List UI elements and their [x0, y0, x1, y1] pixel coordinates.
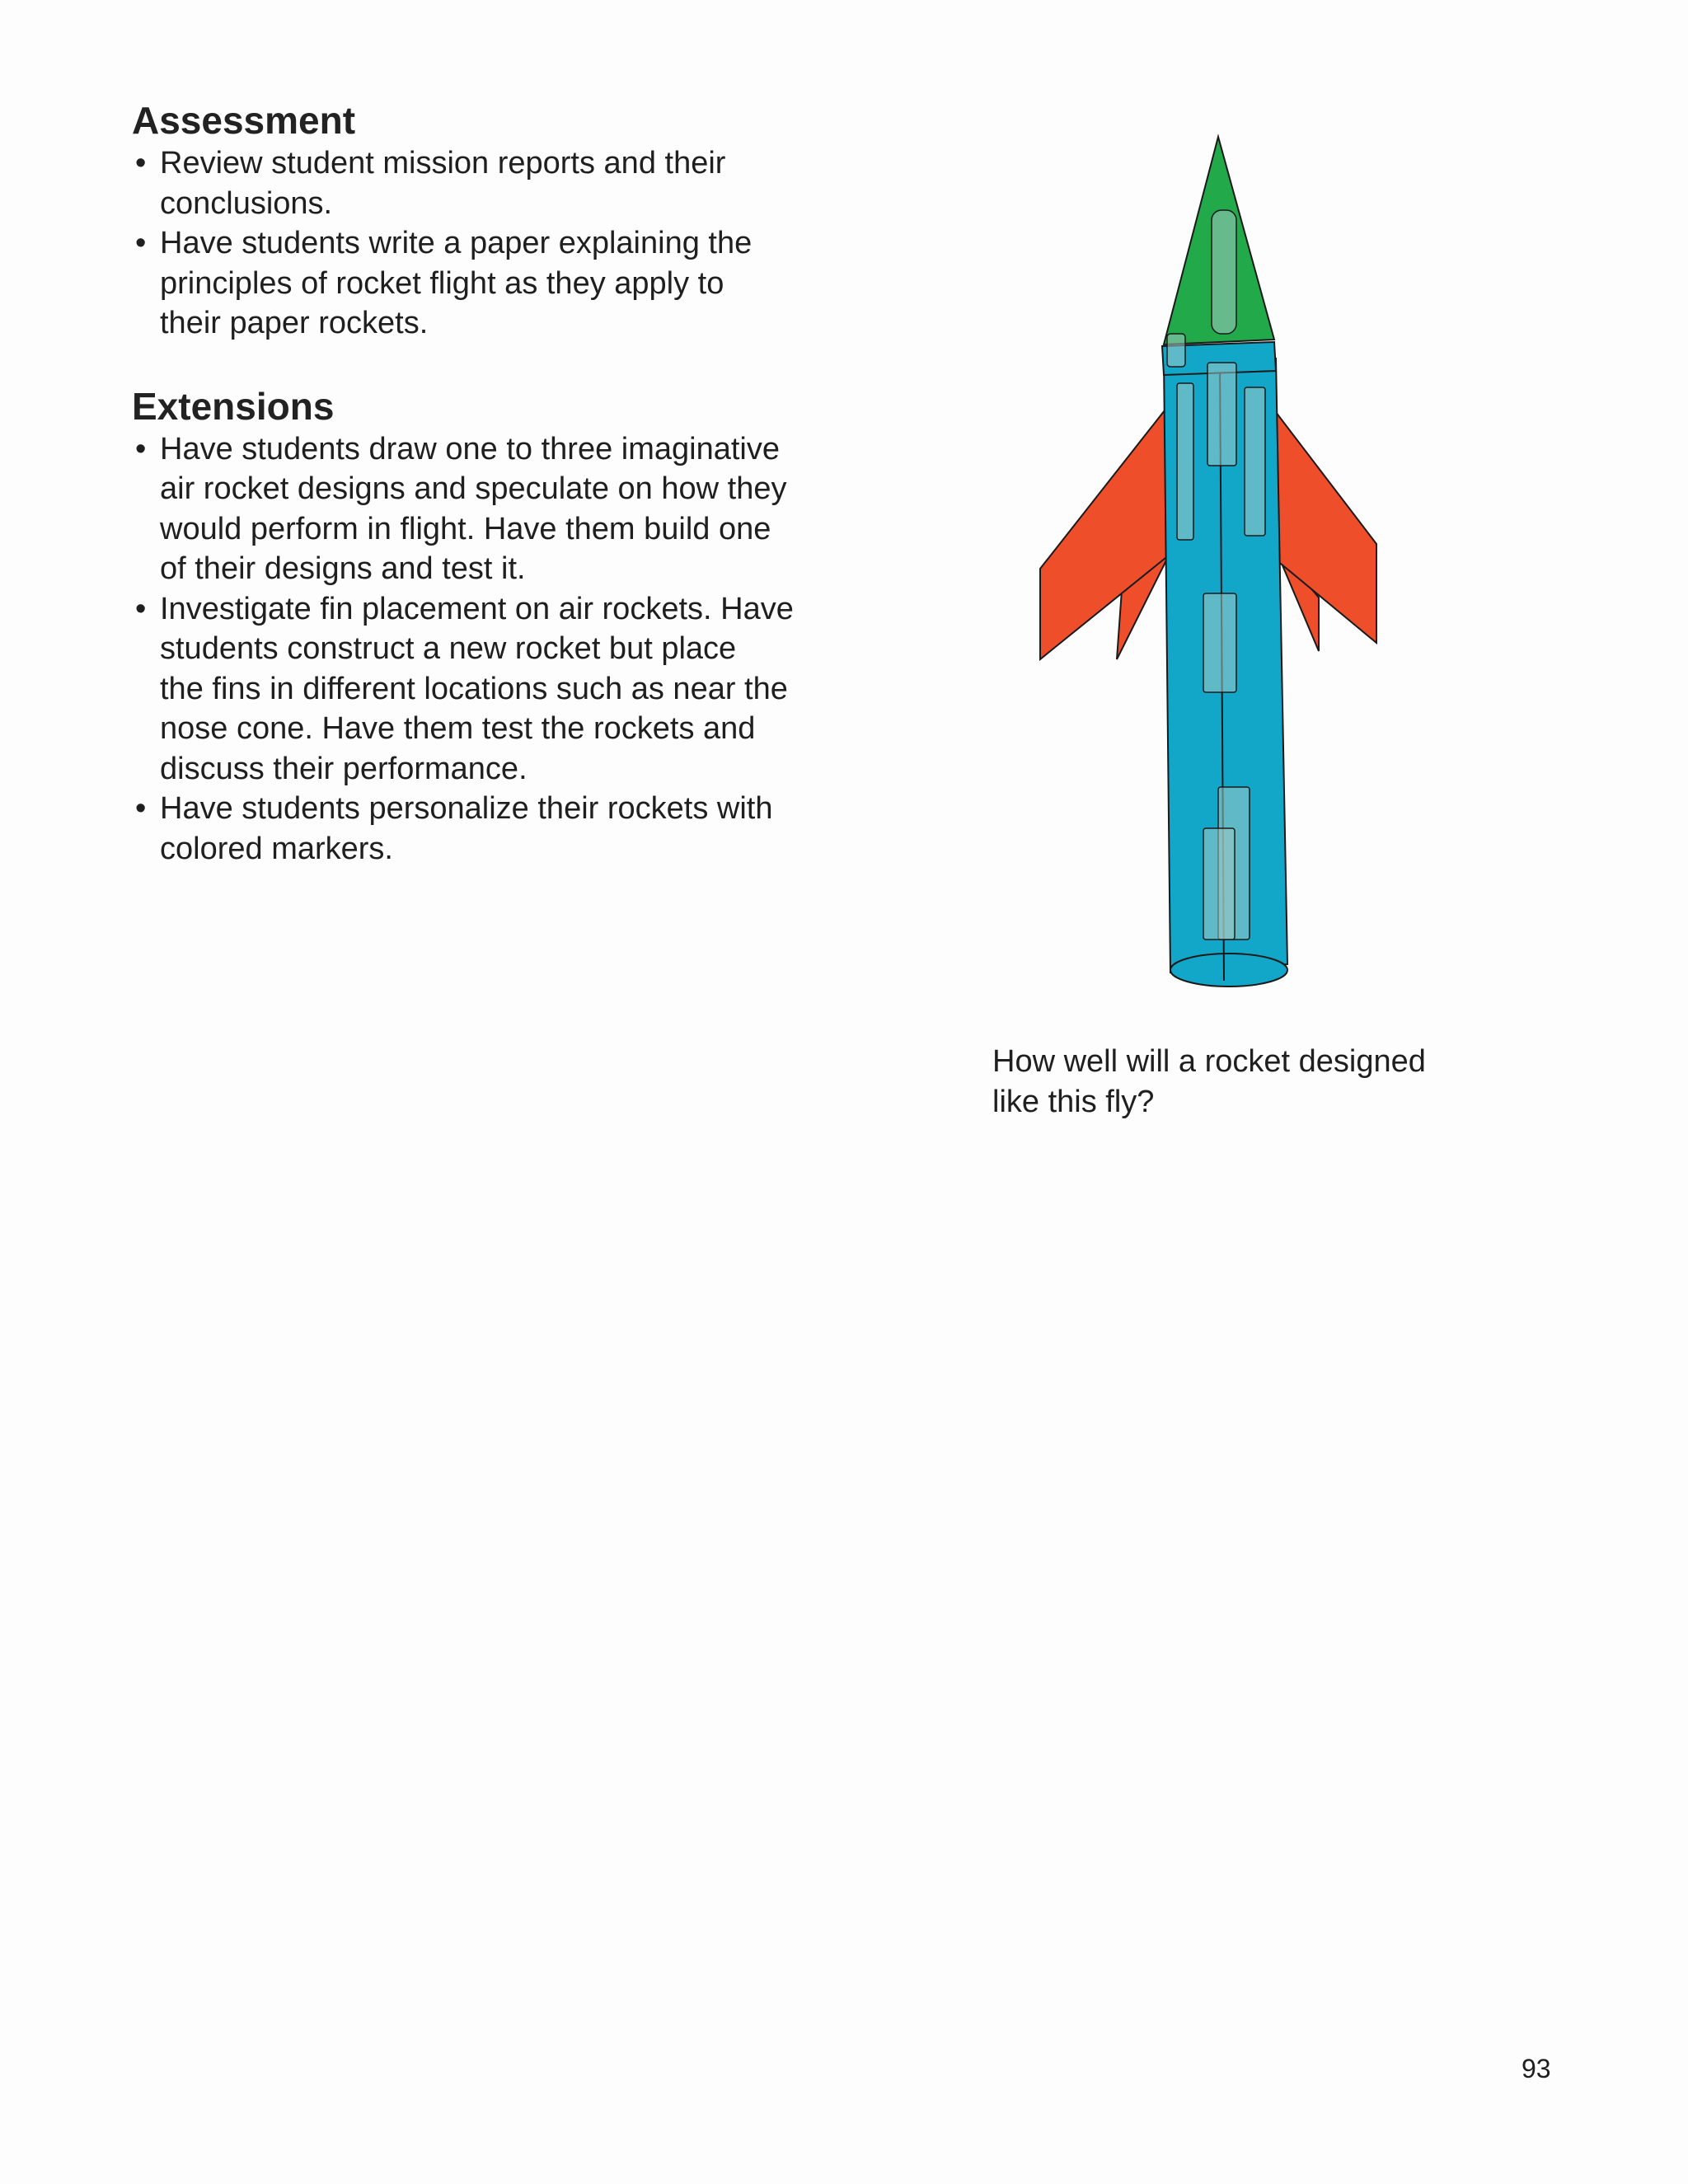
rocket-tape-strip [1203, 593, 1236, 692]
bullet-icon: • [135, 431, 147, 466]
list-item-text: Review student mission reports and their conclusions. [160, 146, 726, 221]
bullet-icon: • [135, 591, 147, 626]
list-item [132, 429, 874, 589]
assessment-heading: Assessment [132, 99, 356, 142]
list-item-text: Have students write a paper explaining the principles of rocket flight as they apply to their paper rockets. [160, 226, 753, 340]
rocket-illustration [1022, 124, 1401, 1001]
rocket-fin-left [1040, 387, 1183, 659]
rocket-tape-strip [1167, 334, 1185, 367]
page-number: 93 [1522, 2054, 1551, 2083]
rocket-tape-strip [1212, 210, 1236, 334]
list-item [132, 589, 874, 790]
list-item-text: Investigate fin placement on air rockets. Have students construct a new rocket but place the fins in different locations such as near the nose cone. Have them test the rockets and discuss their performance. [160, 591, 794, 786]
list-item-text: Have students personalize their rockets with colored markers. [160, 791, 773, 866]
figure-caption: How well will a rocket designed like this fly? [992, 1044, 1426, 1119]
rocket-tape-strip [1203, 828, 1235, 940]
extensions-list [132, 429, 874, 869]
rocket-body-bottom [1170, 954, 1287, 987]
bullet-icon: • [135, 146, 147, 180]
list-item [132, 789, 874, 869]
rocket-tape-strip [1177, 383, 1193, 540]
bullet-icon: • [135, 791, 147, 826]
rocket-tape-strip [1245, 387, 1265, 536]
text-column [132, 97, 874, 869]
extensions-section [132, 383, 874, 869]
list-item [132, 223, 874, 344]
list-item [132, 143, 874, 223]
list-item-text: Have students draw one to three imaginative air rocket designs and speculate on how they would perform in flight. Have them build one of their designs and test it. [160, 431, 787, 586]
assessment-list [132, 143, 874, 344]
extensions-heading: Extensions [132, 384, 335, 428]
bullet-icon: • [135, 226, 147, 260]
rocket-tape-strip [1207, 363, 1236, 466]
